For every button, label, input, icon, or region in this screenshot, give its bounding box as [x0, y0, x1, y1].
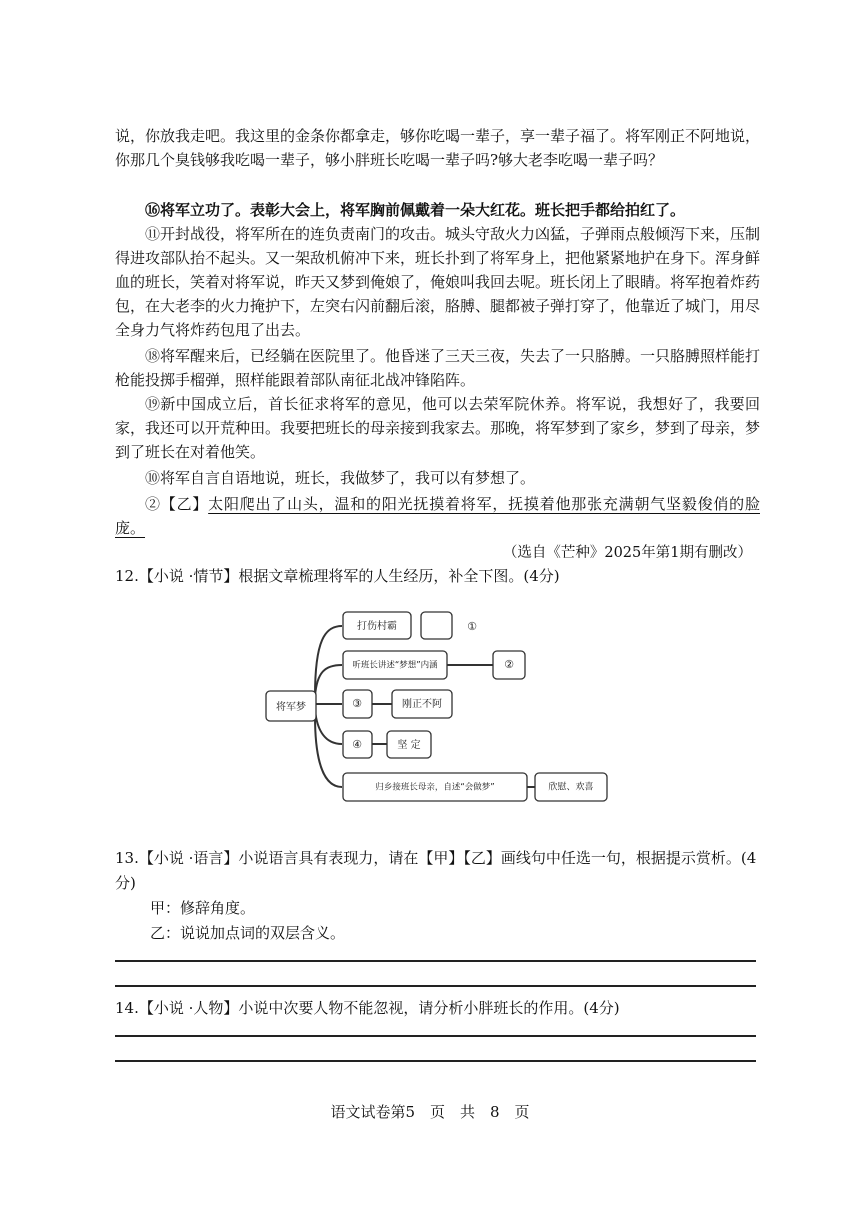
- diagram-b1-label: 打伤村霸: [357, 621, 397, 632]
- question-12: 12.【小说 ·情节】根据文章梳理将军的人生经历，补全下图。(4分): [115, 567, 560, 585]
- diagram-root-label: 将军梦: [276, 702, 306, 713]
- plot-diagram: [255, 600, 625, 815]
- page-footer: 语文试卷第5 页 共 8 页: [330, 1103, 530, 1121]
- question-14: 14.【小说 ·人物】小说中次要人物不能忽视，请分析小胖班长的作用。(4分): [115, 999, 620, 1017]
- diagram-b4-right: 坚 定: [397, 740, 421, 751]
- passage-paragraph-18: ⑱将军醒来后，已经躺在医院里了。他昏迷了三天三夜，失去了一只胳膊。一只胳膊照样能打枪能投掷手榴弹，照样能跟着部队南征北战冲锋陷阵。: [115, 347, 761, 389]
- answer-line[interactable]: [115, 1060, 756, 1062]
- passage-paragraph-11: ⑪开封战役，将军所在的连负责南门的攻击。城头守敌火力凶猛，子弹雨点般倾泻下来，压制得进攻部队抬不起头。又一架敌机俯冲下来，班长扑到了将军身上，把他紧紧地护在身下。浑身鲜血的班长，笑着对将军说，昨天又梦到俺娘了，俺娘叫我回去呢。班长闭上了眼睛。将军抱着炸药包，在大老李的火力掩护下，左突右闪前翻后滚，胳膊、腿都被子弹打穿了，他靠近了城门，用尽全身力气将炸药包甩了出去。: [115, 225, 761, 339]
- paragraph-2-prefix: ②【乙】: [145, 495, 209, 513]
- diagram-b5-label: 归乡接班长母亲，自述“会做梦”: [375, 782, 495, 793]
- question-13: 13.【小说 ·语言】小说语言具有表现力，请在【甲】【乙】画线句中任选一句，根据提示赏析。(4分): [115, 849, 757, 892]
- answer-line[interactable]: [115, 960, 756, 962]
- passage-paragraph-continued: 说，你放我走吧。我这里的金条你都拿走，够你吃喝一辈子，享一辈子福了。将军刚正不阿地说，你那几个臭钱够我吃喝一辈子，够小胖班长吃喝一辈子吗?够大老李吃喝一辈子吗？: [115, 127, 761, 169]
- passage-paragraph-19: ⑲新中国成立后，首长征求将军的意见，他可以去荣军院休养。将军说，我想好了，我要回家，我还可以开荒种田。我要把班长的母亲接到我家去。那晚，将军梦到了家乡，梦到了母亲，梦到了班长在对着他笑。: [115, 395, 761, 461]
- diagram-blank-box-1: [421, 612, 452, 639]
- question-13-hint-b: 乙：说说加点词的双层含义。: [150, 924, 346, 942]
- source-citation: （选自《芒种》2025年第1期有删改）: [502, 545, 752, 561]
- answer-line[interactable]: [115, 1035, 756, 1037]
- passage-paragraph-16: ⑯将军立功了。表彰大会上，将军胸前佩戴着一朵大红花。班长把手都给拍红了。: [145, 201, 686, 219]
- diagram-b4-number: ④: [352, 738, 362, 751]
- diagram-b5-right: 欣慰、欢喜: [548, 782, 594, 793]
- passage-paragraph-10: ⑩将军自言自语地说，班长，我做梦了，我可以有梦想了。: [145, 469, 536, 487]
- diagram-b3-number: ③: [352, 697, 362, 710]
- diagram-b2-number: ②: [504, 658, 514, 671]
- diagram-b3-right: 刚正不阿: [402, 699, 442, 710]
- diagram-b2-label: 听班长讲述“梦想”内涵: [352, 660, 438, 671]
- diagram-b1-number: ①: [467, 620, 477, 633]
- question-13-hint-a: 甲：修辞角度。: [150, 899, 256, 917]
- passage-paragraph-2: [115, 492, 760, 540]
- answer-line[interactable]: [115, 985, 756, 987]
- underlined-sentence-yi: 太阳爬出了山头，温和的阳光抚摸着将军，抚摸着他那张充满朝气坚毅俊俏的脸庞。: [115, 495, 760, 537]
